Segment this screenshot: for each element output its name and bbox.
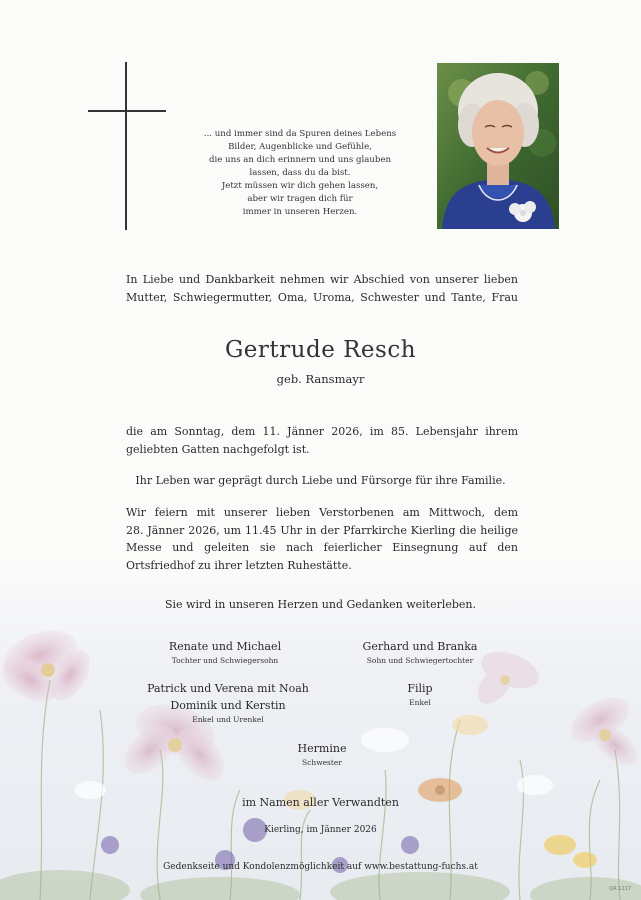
funeral-line: Ortsfriedhof zu ihrer letzten Ruhestätte. [126,558,352,572]
poem-line: die uns an dich erinnern und uns glauben [208,155,391,165]
funeral-line: Messe und geleiten sie nach feierlicher Einsegnung auf den [126,541,518,554]
death-notice-paragraph [126,423,518,458]
funeral-line: 28. Jänner 2026, um 11.45 Uhr in der Pfarrkirche Kierling die heilige [126,523,518,537]
mourner-names: Renate und Michael [168,640,282,653]
mourner-names: Gerhard und Branka [362,640,478,653]
cross-icon [88,62,166,230]
poem-line: aber wir tragen dich für [247,194,353,204]
mourner-group [340,638,500,666]
deceased-name: Gertrude Resch [224,337,417,363]
signoff: im Namen aller Verwandten [242,796,399,809]
life-paragraph: Ihr Leben war geprägt durch Liebe und Fürsorge für ihre Familie. [135,474,506,487]
mourner-relation: Enkel und Urenkel [192,715,264,724]
mourner-relation: Enkel [409,698,431,707]
poem-line: lassen, dass du da bist. [249,168,351,178]
death-notice-line: die am Sonntag, dem 11. Jänner 2026, im 85. Lebensjahr ihrem [126,425,518,438]
poem-line: Bilder, Augenblicke und Gefühle, [228,142,372,152]
mourner-names: Hermine [297,742,347,755]
poem-line: ... und immer sind da Spuren deines Lebens [203,129,397,139]
mourner-names: Patrick und Verena mit Noah [147,682,309,695]
intro-line: Mutter, Schwiegermutter, Oma, Uroma, Schwester und Tante, Frau [126,291,518,304]
mourner-names: Dominik und Kerstin [170,699,286,712]
place-date: Kierling, im Jänner 2026 [264,825,377,835]
mourner-relation: Tochter und Schwiegersohn [171,656,279,665]
mourner-relation: Schwester [302,758,342,767]
flower-meadow-background [0,560,641,900]
mourner-group [145,638,305,666]
intro-text [126,271,518,307]
mourner-names: Filip [407,682,433,695]
closing-line: Sie wird in unseren Herzen und Gedanken weiterleben. [164,598,477,611]
mourner-group [118,680,338,725]
funeral-line: Wir feiern mit unserer lieben Verstorbenen am Mittwoch, dem [126,506,518,519]
mourner-relation: Sohn und Schwiegertochter [366,656,474,665]
death-notice-line: geliebten Gatten nachgefolgt ist. [126,442,310,456]
funeral-paragraph [126,504,518,574]
print-code: QR 1217 [609,886,631,892]
memorial-poem [180,128,420,219]
mourner-group [375,680,465,708]
mourner-group [262,740,382,768]
birth-name: geb. Ransmayr [276,372,365,386]
intro-line: In Liebe und Dankbarkeit nehmen wir Abschied von unserer lieben [126,273,518,286]
poem-line: immer in unseren Herzen. [242,207,358,217]
poem-line: Jetzt müssen wir dich gehen lassen, [221,181,379,191]
memorial-website-footer: Gedenkseite und Kondolenzmöglichkeit auf www.bestattung-fuchs.at [163,862,478,872]
portrait-photo [437,63,559,229]
